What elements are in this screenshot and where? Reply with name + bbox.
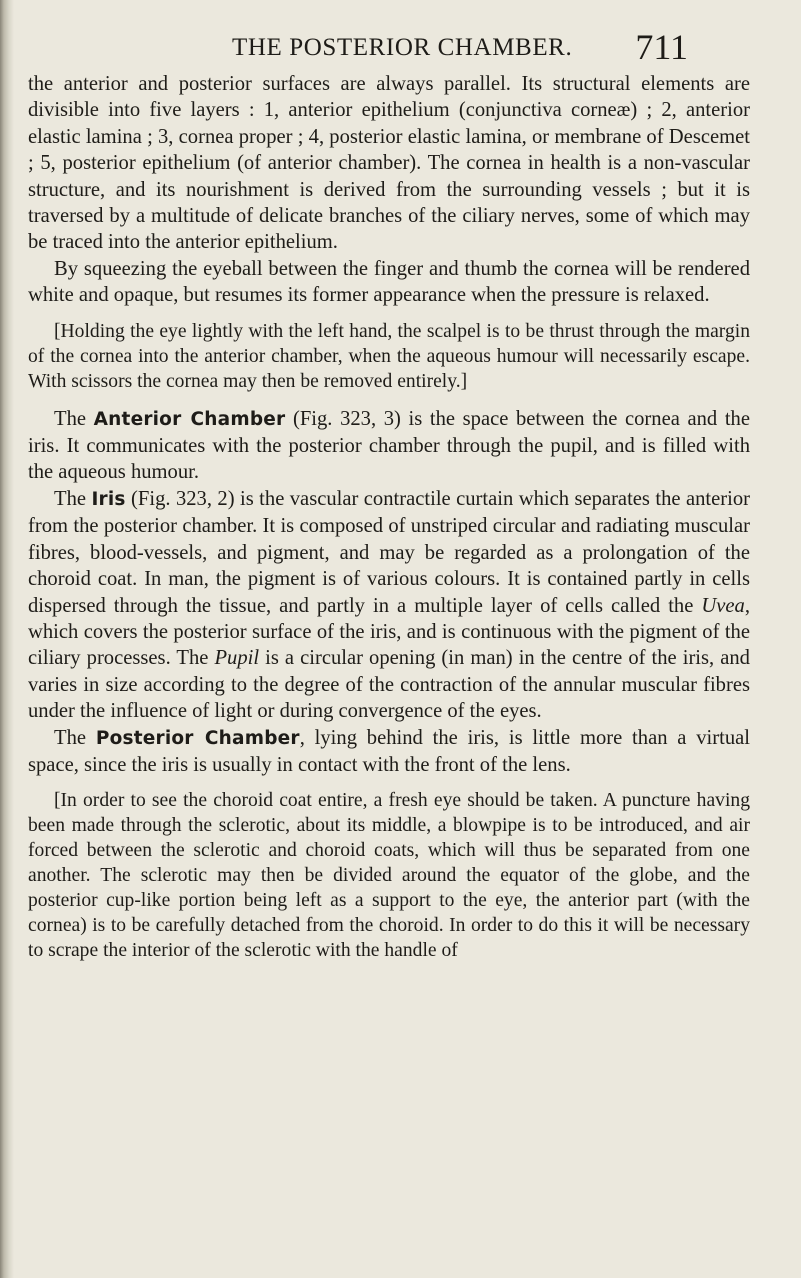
term-iris: Iris bbox=[91, 488, 126, 510]
text-run: The bbox=[54, 726, 96, 749]
term-pupil: Pupil bbox=[214, 647, 260, 670]
body-text bbox=[28, 71, 750, 963]
paragraph-squeezing: By squeezing the eyeball between the finger and thumb the cornea will be rendered white and opaque, but resumes its former appearance when the pressure is relaxed. bbox=[28, 257, 750, 307]
text-run: , lying behind the iris, is little more than a virtual space, since the iris is usually in contact with the front of the lens. bbox=[28, 726, 751, 776]
paragraph-anterior-chamber bbox=[28, 406, 750, 486]
text-run: (Fig. 323, 2) is the vascular contractile curtain which separates the anterior from the posterior chamber. It is composed of unstriped circular and radiating muscular fibres, blood-vessels, and pigment, and may be regarded as a prolongation of the choroid coat. In man, the pigment is of various colours. It is contained partly in cells dispersed through the tissue, and partly in a multiple layer of cells called the bbox=[28, 487, 750, 617]
page-header bbox=[0, 26, 801, 66]
text-run: The bbox=[54, 487, 92, 510]
text-run: The bbox=[54, 407, 94, 430]
text-run: (Fig. 323, 3) is the space between the cornea and the iris. It communicates with the posterior chamber through the pupil, and is filled with the aqueous humour. bbox=[28, 407, 750, 484]
paragraph-cornea-layers: the anterior and posterior surfaces are always parallel. Its structural elements are divisible into five layers : 1, anterior epithelium (conjunctiva corneæ) ; 2, anterior elastic lamina ; 3, cornea proper ; 4, posterior elastic lamina, or membrane of Descemet ; 5, posterior epithelium (of anterior chamber). The cornea in health is a non-vascular structure, and its nourishment is derived from the surrounding vessels ; but it is traversed by a multitude of delicate branches of the ciliary nerves, some of which may be traced into the anterior epithelium. bbox=[28, 73, 750, 254]
paragraph-iris bbox=[28, 486, 750, 725]
running-head: THE POSTERIOR CHAMBER. bbox=[232, 34, 573, 61]
paragraph-dissection-instruction: [Holding the eye lightly with the left hand, the scalpel is to be thrust through the margin of the cornea into the anterior chamber, when the aqueous humour will necessarily escape. With scissors the cornea may then be removed entirely.] bbox=[28, 320, 750, 392]
paragraph-choroid-instruction: [In order to see the choroid coat entire, a fresh eye should be taken. A puncture having been made through the sclerotic, about its middle, a blowpipe is to be introduced, and air forced between the sclerotic and choroid coats, which will thus be separated from one another. The sclerotic may then be divided around the equator of the globe, and the posterior cup-like portion being left as a support to the eye, the anterior part (with the cornea) is to be carefully detached from the choroid. In order to do this it will be necessary to scrape the interior of the sclerotic with the handle of bbox=[28, 790, 750, 962]
text-run: , which covers the posterior surface of the iris, and is continuous with the pigment of the ciliary processes. The bbox=[28, 594, 750, 670]
term-anterior-chamber: Anterior Chamber bbox=[93, 408, 286, 430]
term-uvea: Uvea bbox=[701, 594, 745, 617]
page-number: 711 bbox=[635, 27, 688, 67]
paragraph-posterior-chamber bbox=[28, 725, 750, 779]
text-run: is a circular opening (in man) in the centre of the iris, and varies in size according to the degree of the contraction of the annular muscular fibres under the influence of light or during convergence of the eyes. bbox=[28, 647, 750, 723]
term-posterior-chamber: Posterior Chamber bbox=[95, 727, 300, 749]
page-gutter-shadow bbox=[0, 0, 14, 1278]
